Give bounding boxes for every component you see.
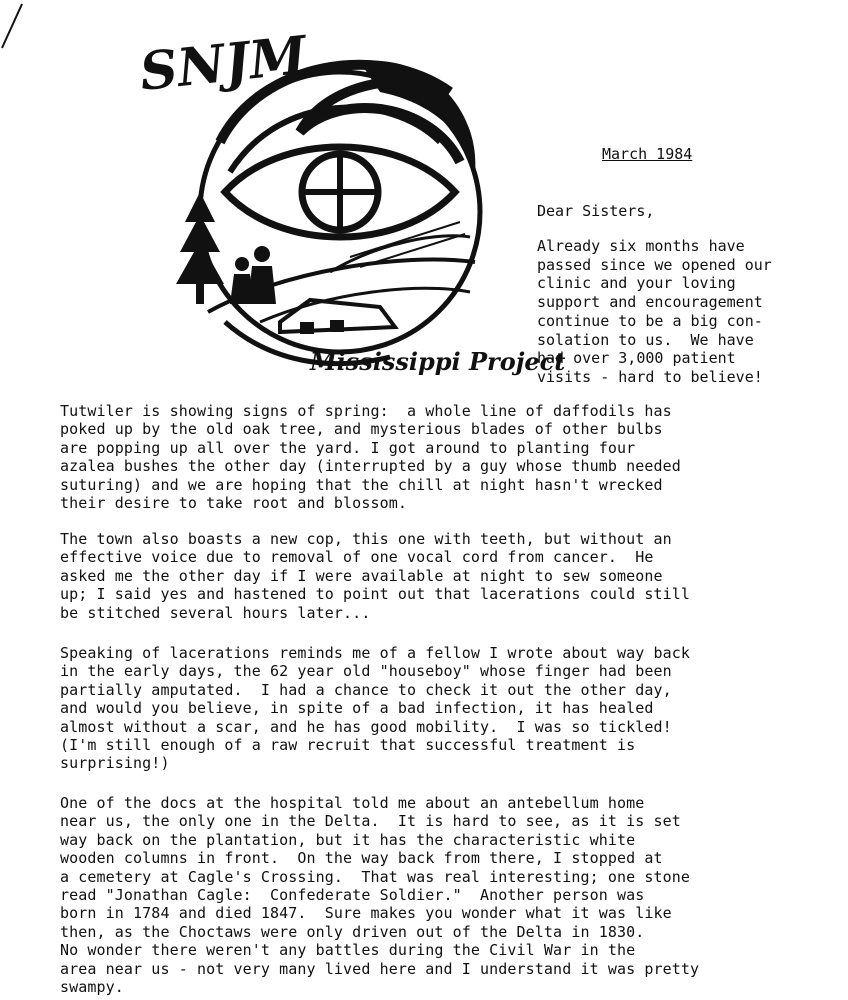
letter-paragraph-antebellum: One of the docs at the hospital told me about an antebellum home near us, the only one in the Delta. It is hard to see, as it is set way back on the plantation, but it has the characteristic white wooden columns in front. On the way back from there, I stopped at a cemetery at Cagle's Crossing. That was real interesting; one stone read "Jonathan Cagle: Confederate Soldier." Another person was born in 1784 and died 1847. Sure makes you wonder what it was like then, as the Choctaws were only driven out of the Delta in 1830. No wonder there weren't any battles during the Civil War in the area near us - not very many lived here and I understand it was pretty swampy. — [60, 794, 700, 997]
snjm-mississippi-project-logo — [130, 22, 566, 382]
letter-intro: Already six months have passed since we opened our clinic and your loving support and encouragement continue to be a big con- solation to us. We have had over 3,000 patient visits - hard to believe! — [537, 237, 772, 386]
letter-paragraph-spring: Tutwiler is showing signs of spring: a whole line of daffodils has poked up by the old oak tree, and mysterious blades of other bulbs are popping up all over the yard. I got around to planting four azalea bushes the other day (interrupted by a guy whose thumb needed suturing) and we are hoping that the chill at night hasn't wrecked their desire to take root and blossom. — [60, 402, 681, 513]
logo-tree — [176, 192, 224, 284]
letter-paragraph-cop: The town also boasts a new cop, this one with teeth, but without an effective voice due to removal of one vocal cord from cancer. He asked me the other day if I were available at night to sew someone up; I said yes and hastened to point out that lacerations could still be stitched several hours later... — [60, 530, 691, 622]
letter-salutation: Dear Sisters, — [537, 202, 655, 220]
letter-date: March 1984 — [602, 145, 693, 163]
pen-stroke-mark — [0, 0, 30, 60]
logo-org-text: SNJM — [136, 24, 310, 103]
logo-project-text: Mississippi Project — [310, 347, 566, 376]
letter-paragraph-lacerations: Speaking of lacerations reminds me of a fellow I wrote about way back in the early days, the 62 year old "houseboy" whose finger had been partially amputated. I had a chance to check it out the other day, and would you believe, in spite of a bad infection, it has healed almost without a scar, and he has good mobility. I was so tickled! (I'm still enough of a raw recruit that successful treatment is surprising!) — [60, 644, 691, 773]
